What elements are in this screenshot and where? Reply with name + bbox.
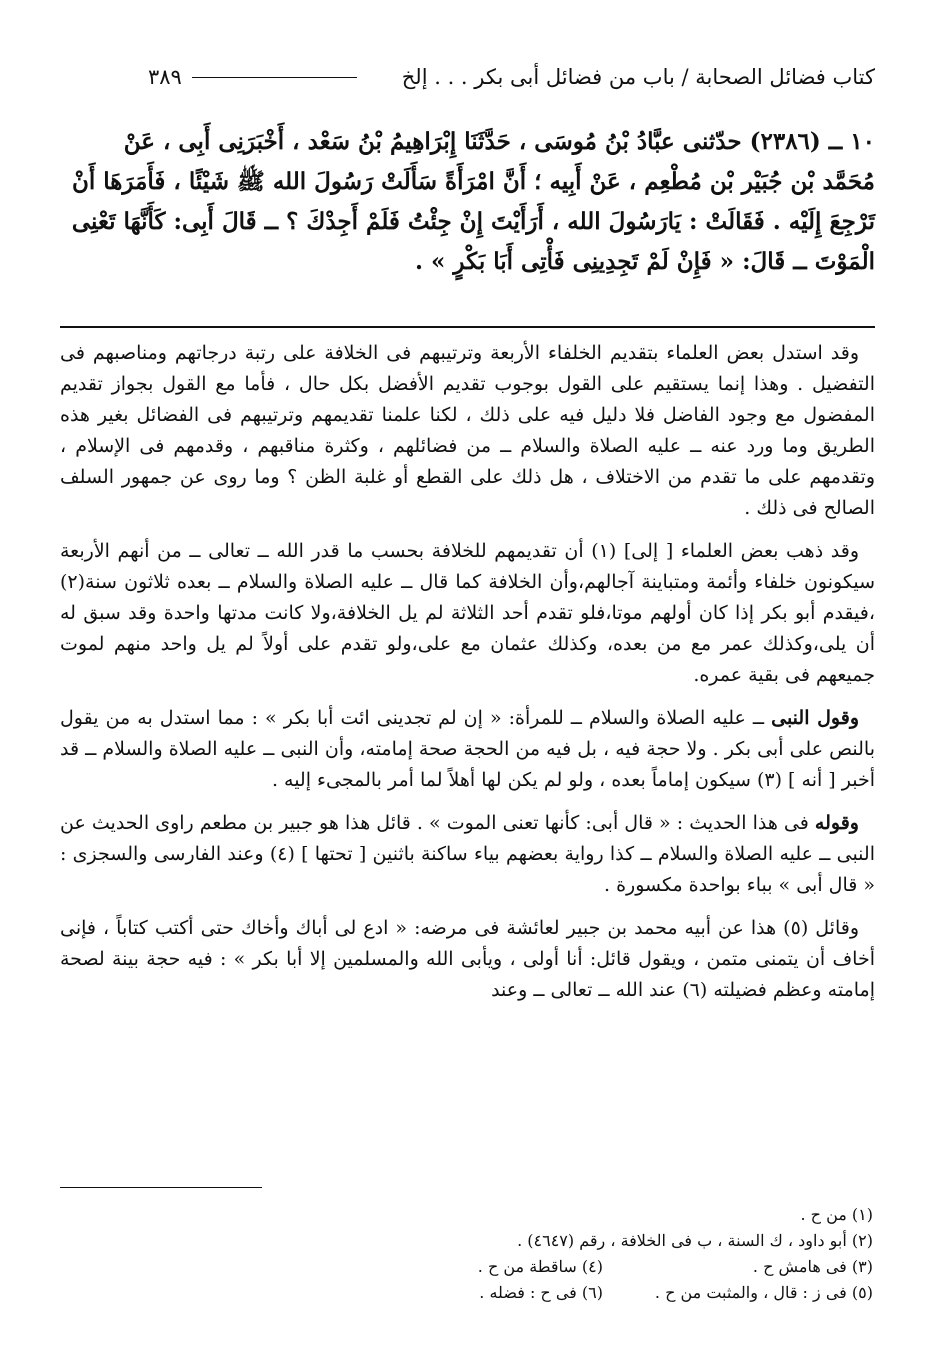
footnote: (٤) ساقطة من ح . (477, 1257, 603, 1276)
hadith-line: تَرْجِعَ إِلَيْه . فَقَالَتْ : يَارَسُولَ الله ، أَرَأَيْتَ إِنْ جِئْتُ فَلَمْ أَجِدْكَ ؟ ــ قَالَ أَبِى: كَأَنَّهَا تَعْنِى (71, 208, 875, 235)
paragraph-body: فى هذا الحديث : « قال أبى: كأنها تعنى الموت » . قائل هذا هو جبير بن مطعم راوى الحديث عن النبى ــ عليه الصلاة والسلام ــ كذا رواية بعضهم بياء ساكنة باثنين [ تحتها ] (٤) وعند الفارسى والسجزى : « قال أبى » بباء بواحدة مكسورة . (60, 812, 875, 896)
commentary-paragraph: وقد ذهب بعض العلماء [ إلى] (١) أن تقديمهم للخلافة بحسب ما قدر الله ــ تعالى ــ من أنهم الأربعة سيكونون خلفاء وأئمة ومتباينة آجالهم،وأن الخلافة كما قال ــ عليه الصلاة والسلام ــ بعده ثلاثون سنة(٢) ،فيقدم أبو بكر إذا كان أولهم موتا،فلو تقدم أحد الثلاثة لم يل الخلافة،ولا كانت مدتها واحدة وقد سبق له أن يلى،وكذلك عمر مع من بعده، وكذلك عثمان مع على،ولو تقدم على أولاً لم يل واحد منهم لموت جميعهم فى بقية عمره. (60, 540, 875, 686)
footnote-row (60, 1254, 873, 1280)
footnote: (١) من ح . (800, 1205, 873, 1224)
hadith-line: مُحَمَّد بْن جُبَيْر بْن مُطْعِم ، عَنْ أَبِيه ؛ أَنَّ امْرَأَةً سَأَلَتْ رَسُولَ الله ﷺ شَيْئًا ، فَأَمَرَهَا أَنْ (71, 168, 875, 195)
running-header (148, 60, 875, 94)
running-title: كتاب فضائل الصحابة / باب من فضائل أبى بكر . . . إلخ (401, 65, 875, 89)
footnote-row (60, 1202, 873, 1228)
header-rule (192, 77, 357, 78)
commentary-paragraph (60, 808, 875, 901)
paragraph-lead: وقوله (814, 812, 859, 834)
commentary-paragraph: وقد استدل بعض العلماء بتقديم الخلفاء الأربعة وترتيبهم فى الخلافة على رتبة درجاتهم ومناصبهم فى التفضيل . وهذا إنما يستقيم على القول بوجوب تقديم الأفضل بكل حال ، فأما مع القول بجواز تقديم المفضول مع وجود الفاضل فلا دليل فيه على ذلك ، لكنا علمنا تقديمهم وترتيبهم فى الفضائل بغير هذه الطريق وما ورد عنه ــ عليه الصلاة والسلام ــ من فضائلهم ، وكثرة مناقبهم ، وقدمهم فى الإسلام ، وتقدمهم على ما تقدم من الاختلاف ، هل ذلك على القطع أو غلبة الظن ؟ وما روى عن جمهور السلف الصالح فى ذلك . (60, 342, 875, 519)
footnote-row (60, 1280, 873, 1306)
footnote: (٣) فى هامش ح . (752, 1257, 873, 1276)
footnotes (60, 1202, 873, 1306)
commentary (60, 338, 875, 1018)
paragraph-lead: وقول النبى (771, 707, 859, 729)
footnote-row (60, 1228, 873, 1254)
hadith-line: الْمَوْتَ ــ قَالَ: « فَإِنْ لَمْ تَجِدِينِى فَأْتِى أَبَا بَكْرٍ » . (415, 248, 875, 275)
paragraph-body: ــ عليه الصلاة والسلام ــ للمرأة: « إن لم تجدينى ائت أبا بكر » : مما استدل به من يقول بالنص على أبى بكر . ولا حجة فيه ، بل فيه من الحجة صحة إمامته، وأن النبى ــ عليه الصلاة والسلام ــ قد أخبر [ أنه ] (٣) سيكون إماماً بعده ، ولو لم يكن لها أهلاً لما أمر بالمجىء إليه . (60, 707, 875, 791)
hadith-line: ١٠ ــ (٢٣٨٦) حدّثنى عبَّادُ بْنُ مُوسَى ، حَدَّثَنَا إِبْرَاهِيمُ بْنُ سَعْد ، أَخْبَرَنِى أَبِى ، عَنْ (123, 128, 875, 155)
footnote: (٢) أبو داود ، ك السنة ، ب فى الخلافة ، رقم (٤٦٤٧) . (517, 1231, 873, 1250)
hadith-text (60, 122, 875, 282)
commentary-paragraph (60, 703, 875, 796)
footnote: (٥) فى ز : قال ، والمثبت من ح . (654, 1283, 873, 1302)
commentary-paragraph: وقائل (٥) هذا عن أبيه محمد بن جبير لعائشة فى مرضه: « ادع لى أباك وأخاك حتى أكتب كتاباً ، فإنى أخاف أن يتمنى متمن ، ويقول قائل: أنا أولى ، ويأبى الله والمسلمين إلا أبا بكر » : فيه حجة بينة لصحة إمامته وعظم فضيلته (٦) عند الله ــ تعالى ــ وعند (60, 917, 875, 1001)
footnote-rule (60, 1187, 262, 1188)
page-number: ٣٨٩ (148, 65, 182, 89)
section-divider (60, 326, 875, 328)
footnote: (٦) فى ح : فضله . (479, 1283, 603, 1302)
